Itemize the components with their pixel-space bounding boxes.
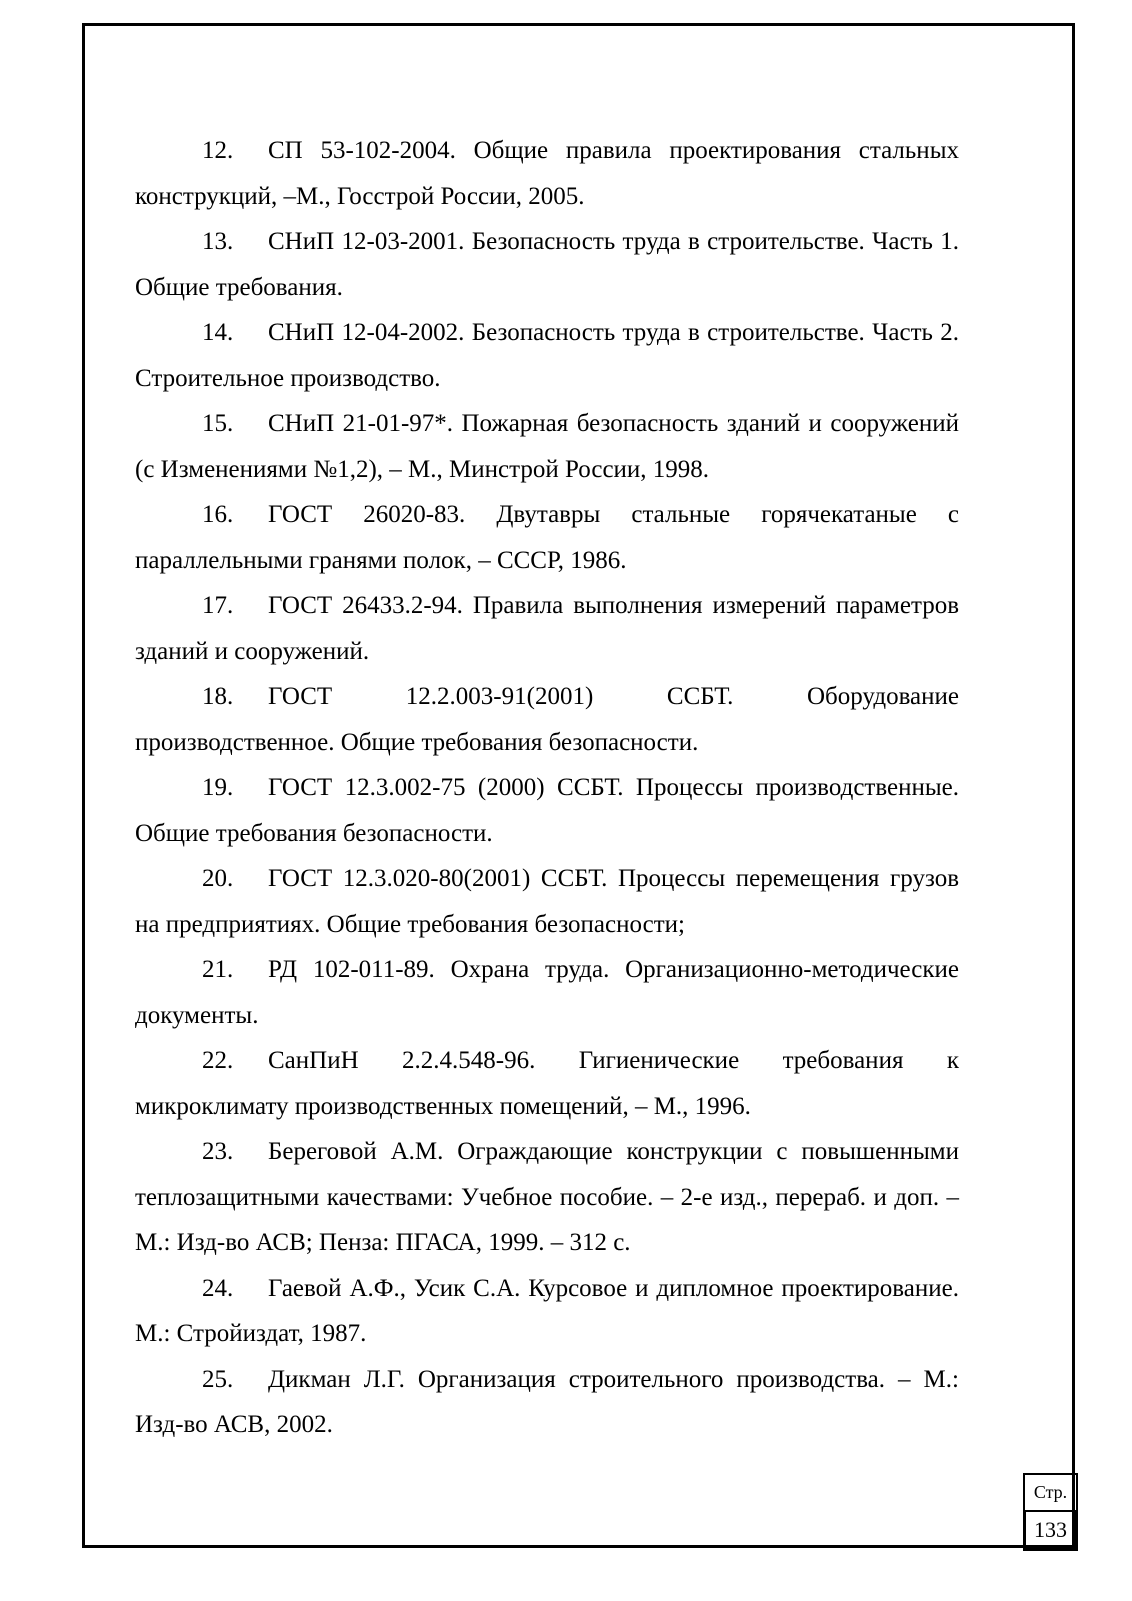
reference-item bbox=[135, 583, 959, 674]
reference-text: Береговой А.М. Ограждающие конструкции с повышенными теплозащитными качествами: Учебное пособие. – 2-е изд., перераб. и доп. – М.: Изд-во АСВ; Пенза: ПГАСА, 1999. – 312 с. bbox=[135, 1138, 959, 1256]
reference-item bbox=[135, 765, 959, 856]
reference-item bbox=[135, 1129, 959, 1266]
reference-item bbox=[135, 1038, 959, 1129]
reference-number: 25. bbox=[202, 1365, 234, 1393]
reference-text: СНиП 12-04-2002. Безопасность труда в строительстве. Часть 2. Строительное производство. bbox=[135, 319, 959, 392]
reference-number: 18. bbox=[202, 683, 234, 710]
reference-number: 16. bbox=[202, 501, 234, 528]
reference-text: ГОСТ 12.3.020-80(2001) ССБТ. Процессы перемещения грузов на предприятиях. Общие требования безопасности; bbox=[135, 865, 959, 938]
reference-list bbox=[135, 128, 959, 1448]
reference-item bbox=[135, 1266, 959, 1357]
page-number-box bbox=[1023, 1473, 1078, 1551]
reference-text: СП 53-102-2004. Общие правила проектирования стальных конструкций, –М., Госстрой России, 2005. bbox=[135, 137, 959, 210]
reference-item bbox=[135, 310, 959, 401]
reference-item bbox=[135, 219, 959, 310]
reference-text: РД 102-011-89. Охрана труда. Организационно-методические документы. bbox=[135, 956, 959, 1029]
reference-text: СНиП 21-01-97*. Пожарная безопасность зданий и сооружений (с Изменениями №1,2), – М., Минстрой России, 1998. bbox=[135, 410, 959, 483]
reference-item bbox=[135, 492, 959, 583]
reference-item bbox=[135, 128, 959, 219]
reference-number: 14. bbox=[202, 319, 234, 346]
reference-number: 12. bbox=[202, 137, 234, 164]
reference-text: Дикман Л.Г. Организация строительного производства. – М.: Изд-во АСВ, 2002. bbox=[135, 1365, 959, 1438]
reference-text: ГОСТ 26020-83. Двутавры стальные горячекатаные с параллельными гранями полок, – СССР, 1986. bbox=[135, 501, 959, 574]
reference-text: СанПиН 2.2.4.548-96. Гигиенические требования к микроклимату производственных помещений, – М., 1996. bbox=[135, 1047, 959, 1120]
reference-item bbox=[135, 401, 959, 492]
reference-text: ГОСТ 12.2.003-91(2001) ССБТ. Оборудование производственное. Общие требования безопасности. bbox=[135, 683, 959, 756]
reference-text: СНиП 12-03-2001. Безопасность труда в строительстве. Часть 1. Общие требования. bbox=[135, 228, 959, 301]
reference-text: ГОСТ 12.3.002-75 (2000) ССБТ. Процессы производственные. Общие требования безопасности. bbox=[135, 774, 959, 847]
reference-number: 22. bbox=[202, 1047, 234, 1074]
page-label: Стр. bbox=[1023, 1473, 1078, 1512]
page-number: 133 bbox=[1023, 1512, 1078, 1551]
reference-number: 23. bbox=[202, 1138, 234, 1165]
reference-number: 19. bbox=[202, 774, 234, 801]
reference-item bbox=[135, 674, 959, 765]
reference-number: 20. bbox=[202, 865, 234, 892]
reference-number: 17. bbox=[202, 592, 234, 619]
reference-number: 13. bbox=[202, 228, 234, 255]
reference-number: 24. bbox=[202, 1274, 234, 1302]
reference-text: Гаевой А.Ф., Усик С.А. Курсовое и дипломное проектирование. М.: Стройиздат, 1987. bbox=[135, 1274, 959, 1347]
reference-item bbox=[135, 947, 959, 1038]
reference-item bbox=[135, 1357, 959, 1448]
reference-number: 15. bbox=[202, 410, 234, 437]
reference-item bbox=[135, 856, 959, 947]
reference-text: ГОСТ 26433.2-94. Правила выполнения измерений параметров зданий и сооружений. bbox=[135, 592, 959, 665]
reference-number: 21. bbox=[202, 956, 234, 983]
